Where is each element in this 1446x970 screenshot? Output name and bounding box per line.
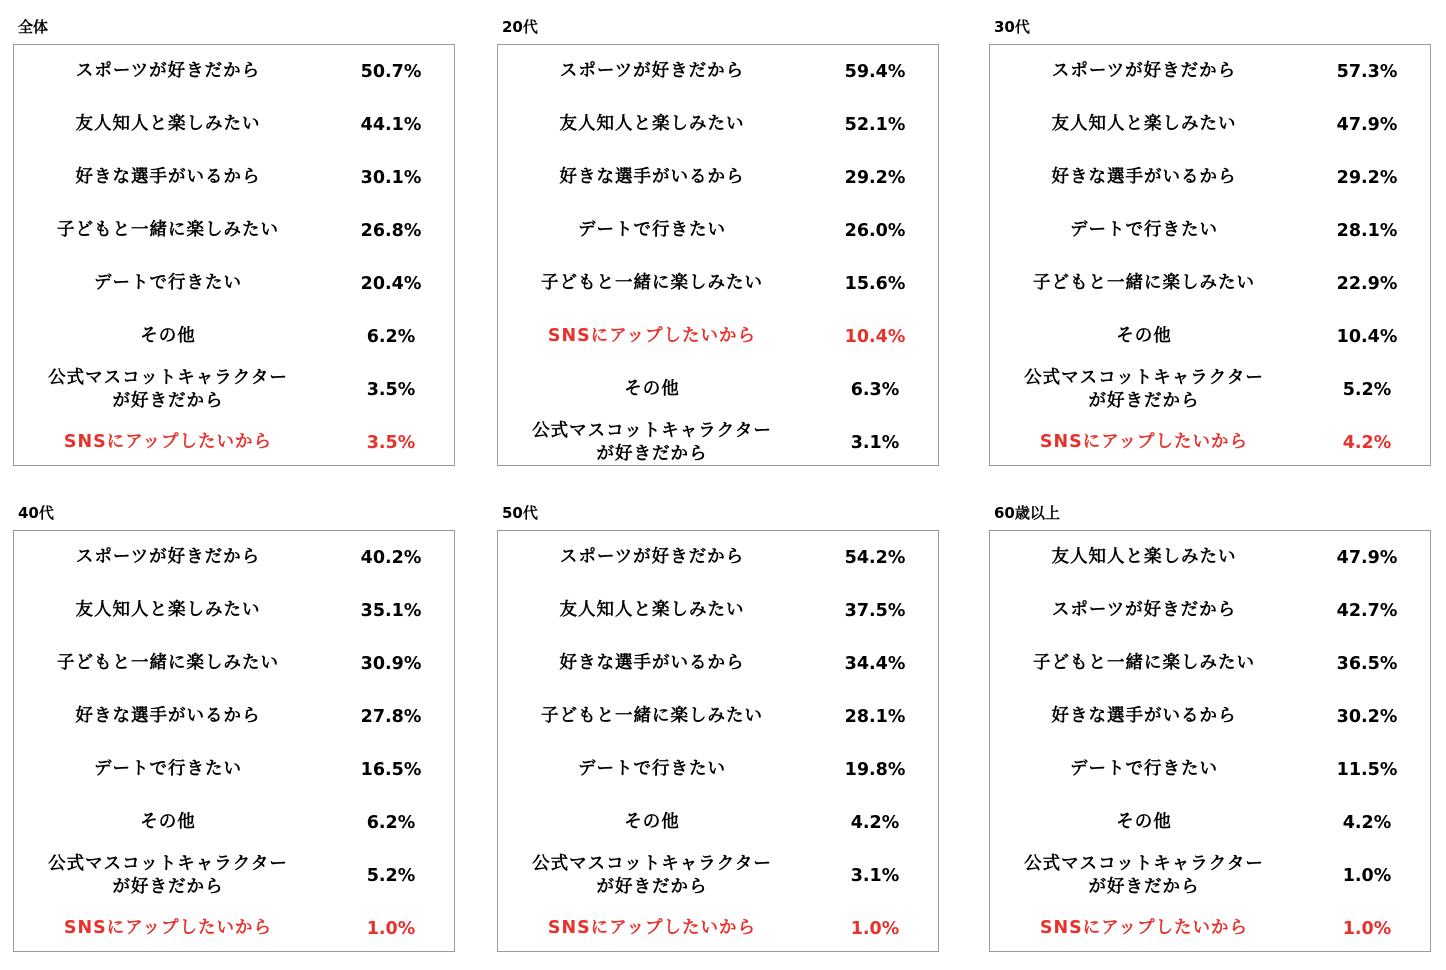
row-label: デートで行きたい [94,273,242,293]
row-label: 友人知人と楽しみたい [75,600,261,620]
row-label: スポーツが好きだから [559,547,745,567]
ranking-row [990,151,1432,204]
row-value: 6.2% [366,812,416,833]
row-value: 6.2% [366,326,416,347]
row-label: 子どもと一緒に楽しみたい [57,220,279,240]
ranking-row [990,637,1432,690]
row-label: スポーツが好きだから [75,61,261,81]
row-label: 公式マスコットキャラクター が好きだから [532,853,772,897]
row-label: デートで行きたい [94,759,242,779]
row-label: 友人知人と楽しみたい [559,600,745,620]
row-label: SNSにアップしたいから [63,918,273,938]
row-value: 52.1% [844,114,906,135]
ranking-row [498,849,940,902]
panel-title: 20代 [502,18,538,36]
row-label: 公式マスコットキャラクター が好きだから [1024,853,1264,897]
row-label: スポーツが好きだから [559,61,745,81]
row-label: 子どもと一緒に楽しみたい [1033,653,1255,673]
row-value: 5.2% [366,865,416,886]
ranking-row [498,637,940,690]
row-label: デートで行きたい [1070,220,1218,240]
row-label: 友人知人と楽しみたい [559,114,745,134]
row-value: 44.1% [360,114,422,135]
row-label: 好きな選手がいるから [1051,167,1237,187]
row-label: 子どもと一緒に楽しみたい [1033,273,1255,293]
ranking-row [498,584,940,637]
row-label: 好きな選手がいるから [75,167,261,187]
ranking-row [990,45,1432,98]
ranking-row [498,204,940,257]
row-value: 47.9% [1336,114,1398,135]
ranking-row [498,151,940,204]
row-value: 4.2% [850,812,900,833]
ranking-row [14,416,456,469]
ranking-row [14,204,456,257]
ranking-row [498,743,940,796]
ranking-row [990,902,1432,955]
row-value: 34.4% [844,653,906,674]
ranking-row [498,416,940,469]
ranking-row [990,310,1432,363]
row-label: その他 [140,326,196,346]
panel-title: 50代 [502,504,538,522]
row-value: 3.5% [366,379,416,400]
ranking-row [14,531,456,584]
ranking-box [13,44,455,466]
row-value: 29.2% [844,167,906,188]
ranking-row [990,257,1432,310]
row-value: 4.2% [1342,812,1392,833]
row-value: 59.4% [844,61,906,82]
row-label: 子どもと一緒に楽しみたい [541,706,763,726]
ranking-row [14,45,456,98]
ranking-row [990,690,1432,743]
ranking-row [990,796,1432,849]
row-value: 16.5% [360,759,422,780]
ranking-row [498,257,940,310]
row-label: その他 [1116,812,1172,832]
row-value: 37.5% [844,600,906,621]
row-label: その他 [1116,326,1172,346]
row-label: SNSにアップしたいから [1039,432,1249,452]
ranking-row [498,98,940,151]
row-value: 20.4% [360,273,422,294]
ranking-box [989,530,1431,952]
row-label: デートで行きたい [578,220,726,240]
ranking-box [989,44,1431,466]
ranking-row [14,902,456,955]
ranking-row [14,743,456,796]
row-value: 15.6% [844,273,906,294]
ranking-row [990,416,1432,469]
ranking-row [14,796,456,849]
row-value: 30.2% [1336,706,1398,727]
ranking-row [14,98,456,151]
row-label: その他 [624,379,680,399]
ranking-row [990,363,1432,416]
ranking-row [498,690,940,743]
row-label: 友人知人と楽しみたい [1051,547,1237,567]
ranking-row [14,849,456,902]
row-label: スポーツが好きだから [1051,600,1237,620]
row-value: 30.9% [360,653,422,674]
row-value: 1.0% [850,918,900,939]
row-value: 29.2% [1336,167,1398,188]
ranking-row [990,98,1432,151]
row-value: 42.7% [1336,600,1398,621]
ranking-row [990,204,1432,257]
row-value: 40.2% [360,547,422,568]
row-value: 11.5% [1336,759,1398,780]
row-value: 1.0% [1342,918,1392,939]
panel-title: 40代 [18,504,54,522]
ranking-row [990,743,1432,796]
row-value: 3.1% [850,865,900,886]
ranking-row [14,637,456,690]
row-label: 好きな選手がいるから [559,653,745,673]
row-label: デートで行きたい [1070,759,1218,779]
row-value: 28.1% [1336,220,1398,241]
row-value: 54.2% [844,547,906,568]
row-value: 1.0% [366,918,416,939]
ranking-row [14,690,456,743]
ranking-row [498,45,940,98]
row-label: 好きな選手がいるから [75,706,261,726]
ranking-row [498,796,940,849]
ranking-box [497,530,939,952]
ranking-row [14,310,456,363]
row-label: 公式マスコットキャラクター が好きだから [532,420,772,464]
row-value: 26.8% [360,220,422,241]
row-value: 6.3% [850,379,900,400]
row-label: 友人知人と楽しみたい [75,114,261,134]
row-value: 3.5% [366,432,416,453]
row-value: 28.1% [844,706,906,727]
row-label: 公式マスコットキャラクター が好きだから [48,367,288,411]
row-label: SNSにアップしたいから [1039,918,1249,938]
row-value: 27.8% [360,706,422,727]
row-value: 36.5% [1336,653,1398,674]
row-label: SNSにアップしたいから [547,326,757,346]
row-value: 5.2% [1342,379,1392,400]
row-label: 子どもと一緒に楽しみたい [57,653,279,673]
row-value: 19.8% [844,759,906,780]
row-value: 57.3% [1336,61,1398,82]
row-value: 47.9% [1336,547,1398,568]
ranking-row [14,584,456,637]
ranking-row [14,151,456,204]
ranking-box [13,530,455,952]
row-value: 10.4% [1336,326,1398,347]
row-value: 35.1% [360,600,422,621]
ranking-row [498,531,940,584]
ranking-row [498,363,940,416]
ranking-row [990,584,1432,637]
ranking-row [498,902,940,955]
row-label: デートで行きたい [578,759,726,779]
row-label: SNSにアップしたいから [63,432,273,452]
row-value: 50.7% [360,61,422,82]
row-value: 3.1% [850,432,900,453]
row-label: その他 [140,812,196,832]
ranking-row [990,849,1432,902]
row-label: スポーツが好きだから [75,547,261,567]
row-value: 26.0% [844,220,906,241]
row-label: 公式マスコットキャラクター が好きだから [1024,367,1264,411]
panel-title: 全体 [18,18,49,36]
ranking-box [497,44,939,466]
row-label: スポーツが好きだから [1051,61,1237,81]
panel-title: 60歳以上 [994,504,1060,522]
row-value: 30.1% [360,167,422,188]
ranking-row [14,363,456,416]
row-value: 4.2% [1342,432,1392,453]
row-label: 好きな選手がいるから [559,167,745,187]
row-label: 友人知人と楽しみたい [1051,114,1237,134]
row-label: 子どもと一緒に楽しみたい [541,273,763,293]
row-label: その他 [624,812,680,832]
panel-title: 30代 [994,18,1030,36]
row-label: 公式マスコットキャラクター が好きだから [48,853,288,897]
row-value: 10.4% [844,326,906,347]
ranking-row [990,531,1432,584]
ranking-row [498,310,940,363]
row-label: 好きな選手がいるから [1051,706,1237,726]
ranking-row [14,257,456,310]
row-label: SNSにアップしたいから [547,918,757,938]
row-value: 22.9% [1336,273,1398,294]
row-value: 1.0% [1342,865,1392,886]
